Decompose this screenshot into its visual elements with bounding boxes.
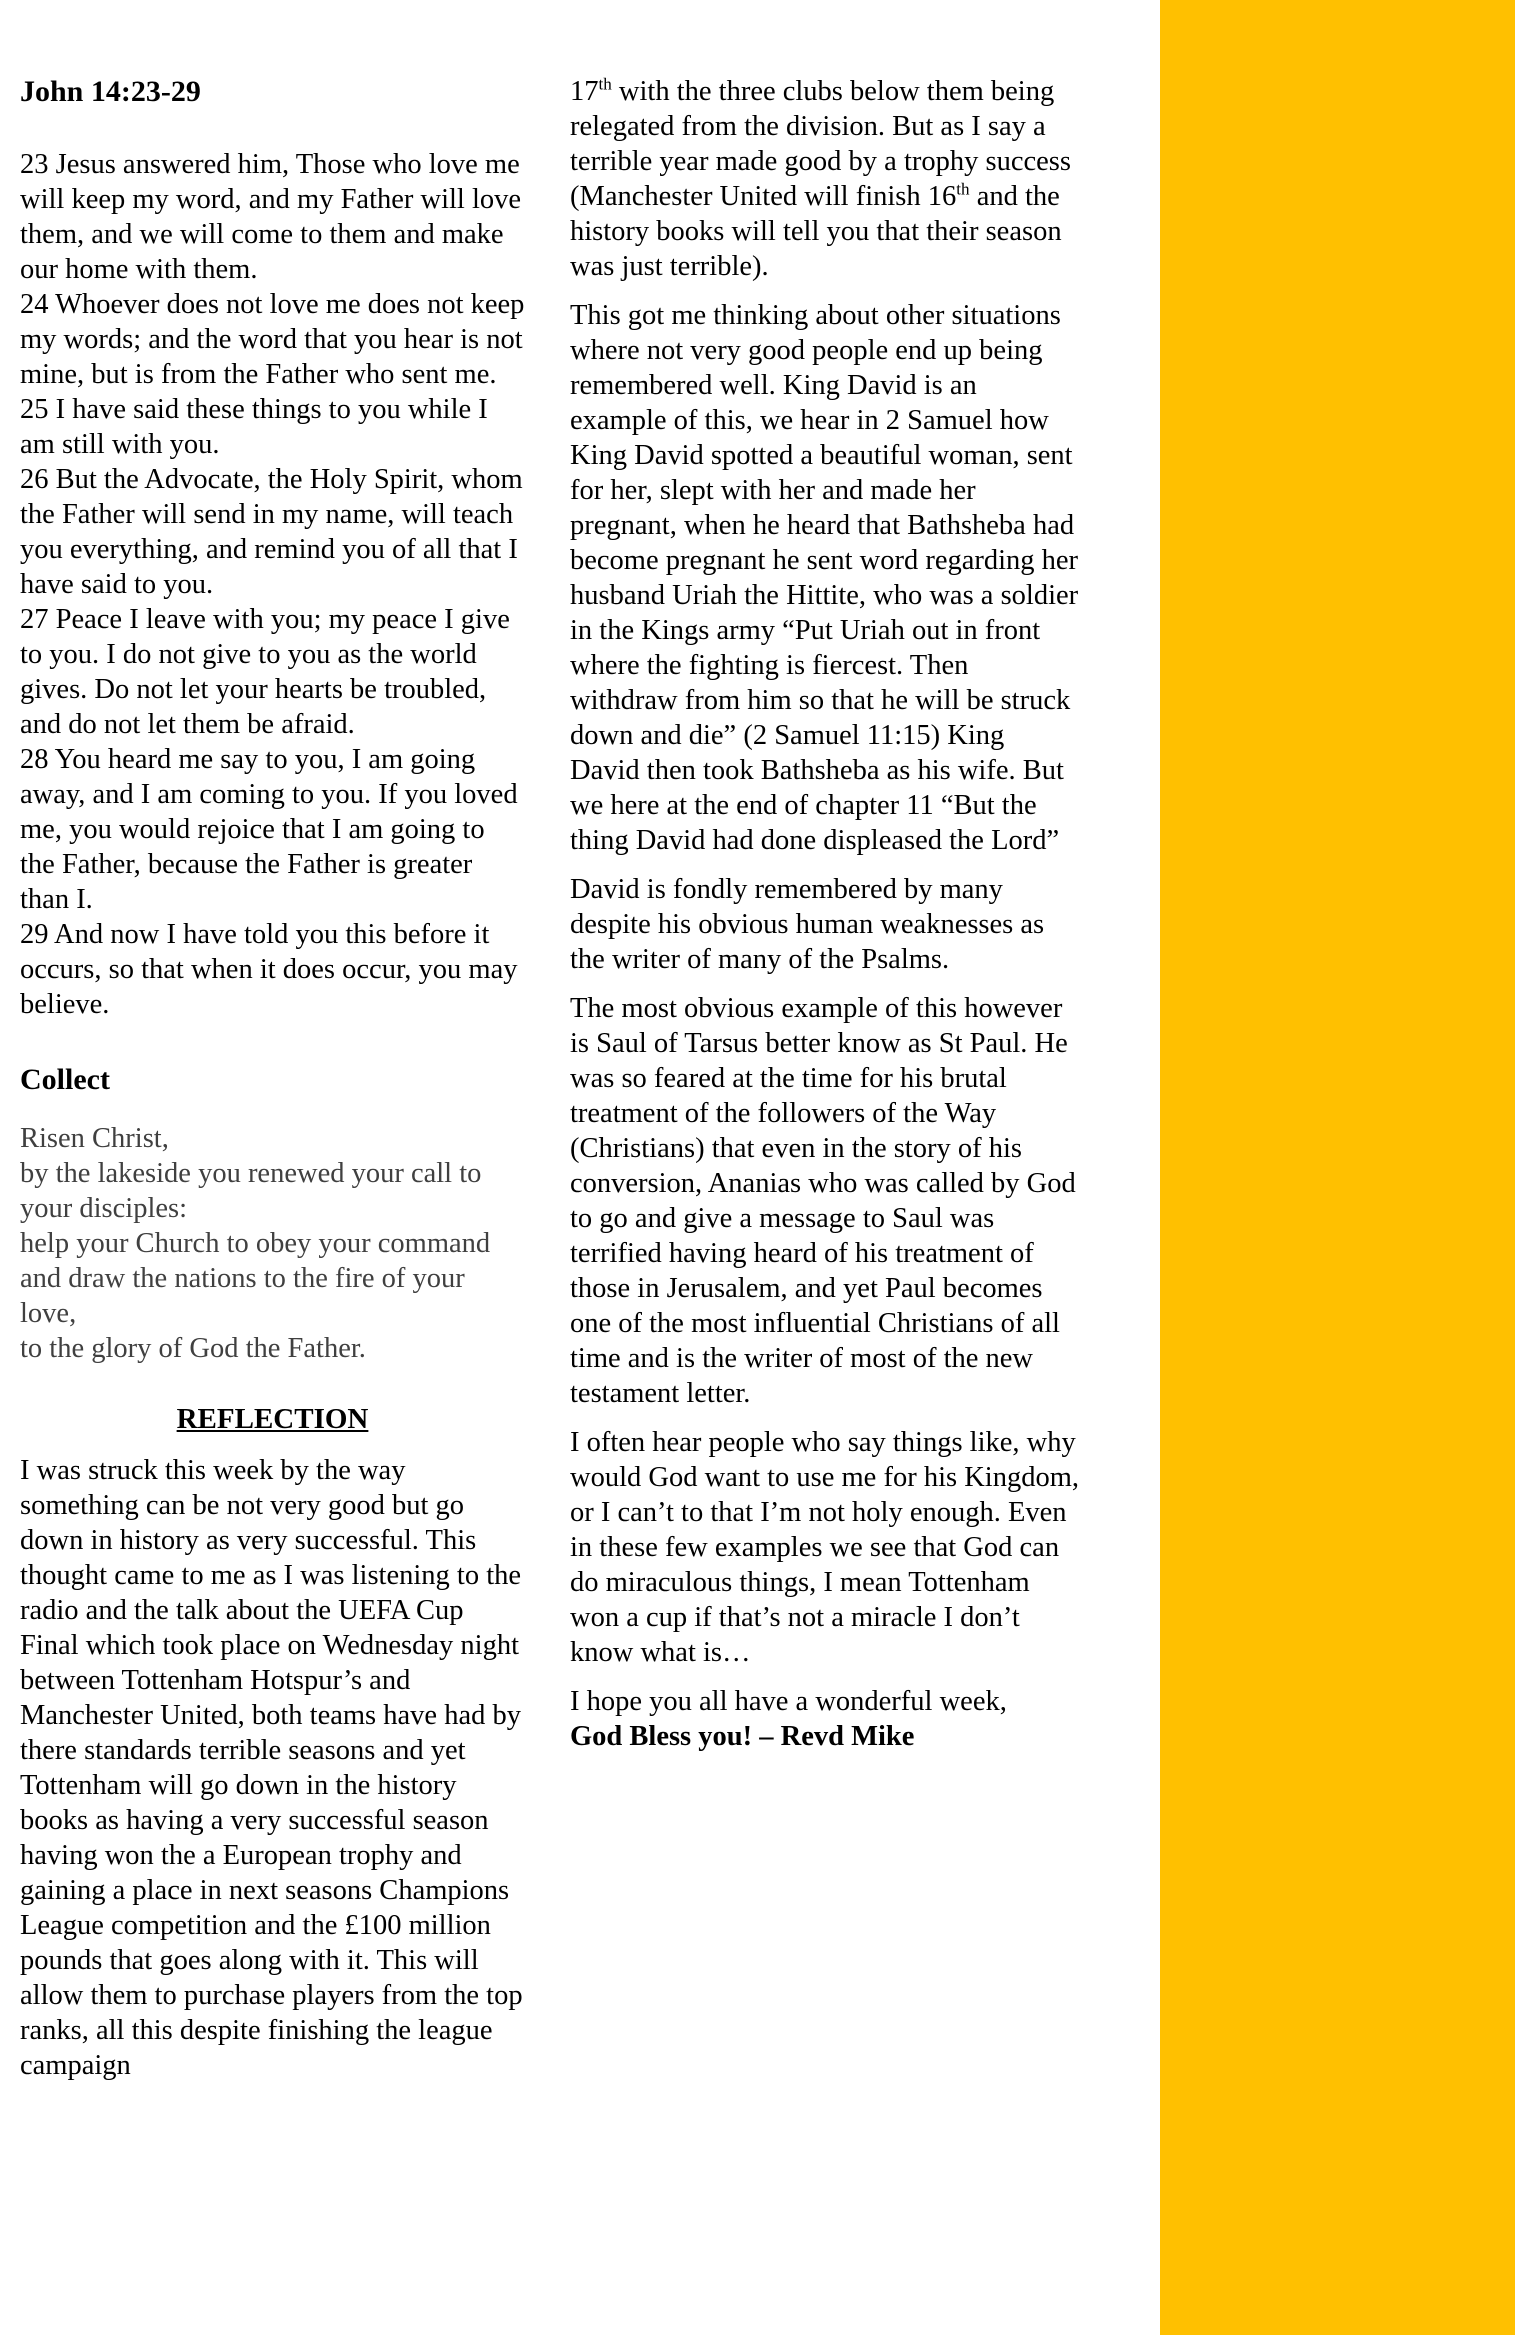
- league-position: 17: [570, 76, 599, 107]
- verse-24: 24 Whoever does not love me does not keep my words; and the word that you hear is not mine, but is from the Father who sent me.: [20, 289, 525, 390]
- verse-26: 26 But the Advocate, the Holy Spirit, whom the Father will send in my name, will teach you everything, and remind you of all that I have said to you.: [20, 464, 523, 600]
- collect-line: to the glory of God the Father.: [20, 1333, 366, 1364]
- ordinal-suffix: th: [598, 74, 612, 94]
- reading-verses: [20, 147, 525, 1022]
- reflection-paragraph-5: I often hear people who say things like, why would God want to use me for his Kingdom, or I can’t to that I’m not holy enough. Even in these few examples we see that God can do miraculous things, I mean Tottenham won a cup if that’s not a miracle I don’t know what is…: [570, 1427, 1079, 1668]
- reflection-paragraph-1: I was struck this week by the way something can be not very good but go down in history as very successful. This thought came to me as I was listening to the radio and the talk about the UEFA Cup Final which took place on Wednesday night between Tottenham Hotspur’s and Manchester United, both teams have had by there standards terrible seasons and yet Tottenham will go down in the history books as having a very successful season having won the a European trophy and gaining a place in next seasons Champions League competition and the £100 million pounds that goes along with it. This will allow them to purchase players from the top ranks, all this despite finishing the league campaign: [20, 1455, 523, 2081]
- reflection-title: REFLECTION: [176, 1403, 369, 1435]
- collect-line: help your Church to obey your command: [20, 1228, 491, 1259]
- ordinal-suffix: th: [956, 179, 970, 199]
- continued-text: with the three clubs below them being relegated from the division. But as I say a terrible year made good by a trophy success (Manchester United will finish: [570, 76, 1071, 212]
- closing: [570, 1684, 1080, 1754]
- verse-25: 25 I have said these things to you while I am still with you.: [20, 394, 488, 460]
- reflection-paragraph-3: David is fondly remembered by many despite his obvious human weaknesses as the writer of many of the Psalms.: [570, 874, 1045, 975]
- collect-title: Collect: [20, 1063, 110, 1096]
- collect-prayer: [20, 1121, 525, 1366]
- verse-27: 27 Peace I leave with you; my peace I give to you. I do not give to you as the world gives. Do not let your hearts be troubled, and do not let them be afraid.: [20, 604, 510, 740]
- reflection-paragraph-2: This got me thinking about other situations where not very good people end up being remembered well. King David is an example of this, we hear in 2 Samuel how King David spotted a beautiful woman, sent for her, slept with her and made her pregnant, when he heard that Bathsheba had become pregnant he sent word regarding her husband Uriah the Hittite, who was a soldier in the Kings army “Put Uriah out in front where the fighting is fiercest. Then withdraw from him so that he will be struck down and die” (2 Samuel 11:15) King David then took Bathsheba as his wife. But we here at the end of chapter 11 “But the thing David had done displeased the Lord”: [570, 300, 1079, 856]
- collect-line: and draw the nations to the fire of your love,: [20, 1263, 465, 1329]
- reflection-paragraph-4: The most obvious example of this however is Saul of Tarsus better know as St Paul. He was so feared at the time for his brutal treatment of the followers of the Way (Christians) that even in the story of his conversion, Ananias who was called by God to go and give a message to Saul was terrified having heard of his treatment of those in Jerusalem, and yet Paul becomes one of the most influential Christians of all time and is the writer of most of the new testament letter.: [570, 993, 1076, 1409]
- verse-29: 29 And now I have told you this before it occurs, so that when it does occur, you may believe.: [20, 919, 518, 1020]
- verse-28: 28 You heard me say to you, I am going away, and I am coming to you. If you loved me, you would rejoice that I am going to the Father, because the Father is greater than I.: [20, 744, 518, 915]
- signoff: God Bless you! – Revd Mike: [570, 1721, 915, 1752]
- right-column: [570, 74, 1080, 1768]
- decorative-side-bar: [1160, 0, 1515, 2335]
- continued-text: and the history books will tell you that their season was just terrible).: [570, 181, 1062, 282]
- verse-23: 23 Jesus answered him, Those who love me will keep my word, and my Father will love them, and we will come to them and make our home with them.: [20, 149, 522, 285]
- reflection-paragraph-1-continued: [570, 74, 1080, 284]
- league-position: 16: [920, 181, 957, 212]
- left-column: [20, 74, 525, 2097]
- collect-line: Risen Christ,: [20, 1123, 169, 1154]
- collect-line: by the lakeside you renewed your call to your disciples:: [20, 1158, 482, 1224]
- reading-title: John 14:23-29: [20, 75, 201, 108]
- closing-line: I hope you all have a wonderful week,: [570, 1686, 1007, 1717]
